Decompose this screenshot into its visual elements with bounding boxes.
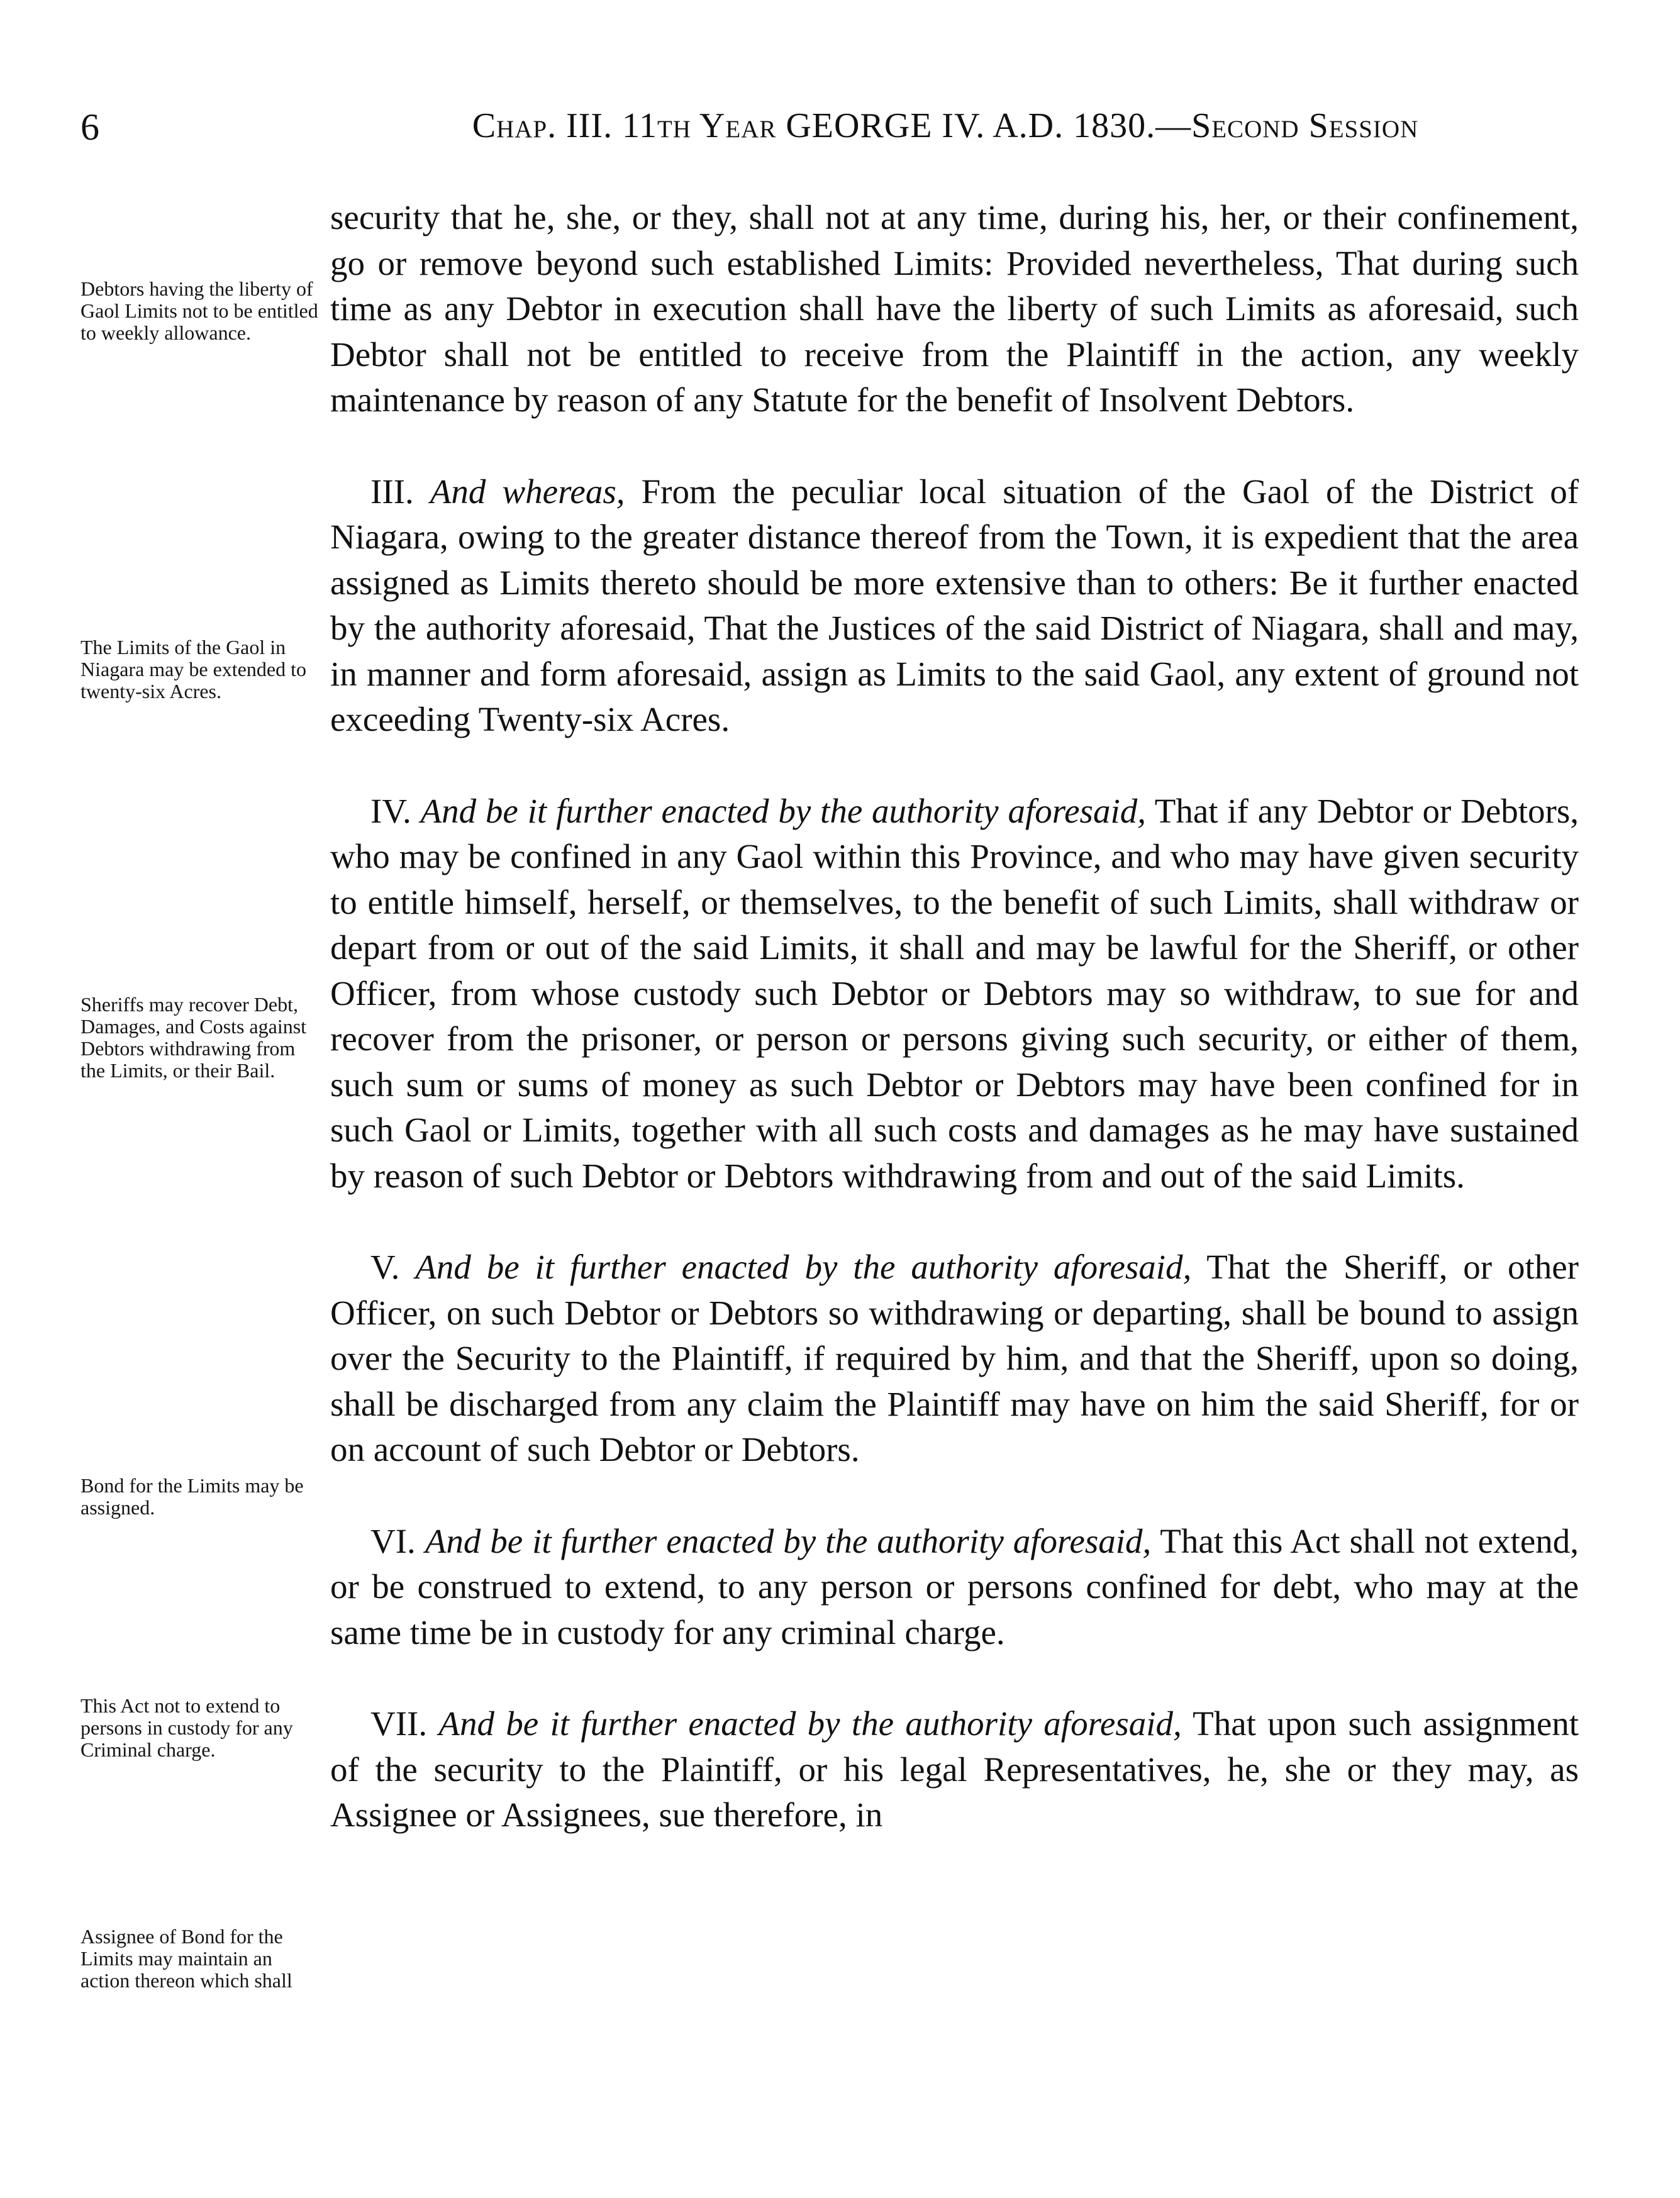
running-head: Chap. III. 11th Year GEORGE IV. A.D. 1830.—Second Session (472, 106, 1419, 145)
section-iii-enactment: And whereas, (430, 472, 625, 511)
section-v (330, 1245, 1579, 1473)
section-continuation-body: security that he, she, or they, shall not at any time, during his, her, or their confinement, go or remove beyond such established Limits: Provided nevertheless, That during such time as any Debtor in execution shall have the liberty of such Limits as aforesaid, such Debtor shall not be entitled to receive from the Plaintiff in the action, any weekly maintenance by reason of any Statute for the benefit of Insolvent Debtors. (330, 198, 1579, 419)
section-vii (330, 1701, 1579, 1838)
section-iii-number: III. (370, 472, 414, 511)
section-iii (330, 469, 1579, 743)
section-vii-enactment: And be it further enacted by the authority aforesaid, (438, 1704, 1182, 1743)
section-iv-enactment: And be it further enacted by the authority aforesaid, (420, 791, 1146, 830)
section-iii-body: From the peculiar local situation of the Gaol of the District of Niagara, owing to the greater distance thereof from the Town, it is expedient that the area assigned as Limits thereto should be more extensive than to others: Be it further enacted by the authority aforesaid, That the Justices of the said District of Niagara, shall and may, in manner and form aforesaid, assign as Limits to the said Gaol, any extent of ground not exceeding Twenty-six Acres. (330, 472, 1579, 738)
margin-note-criminal-charge: This Act not to extend to persons in custody for any Criminal charge. (81, 1694, 293, 1761)
margin-note-weekly-allowance: Debtors having the liberty of Gaol Limits not to be entitled to weekly allowance. (81, 277, 318, 344)
section-iv-number: IV. (370, 791, 411, 830)
margin-note-niagara-limits: The Limits of the Gaol in Niagara may be extended to twenty-six Acres. (81, 636, 306, 702)
section-continuation (330, 195, 1579, 423)
section-vi-enactment: And be it further enacted by the authority aforesaid, (425, 1521, 1152, 1560)
section-vi-number: VI. (370, 1521, 416, 1560)
section-vi-body: That this Act shall not extend, or be construed to extend, to any person or persons confined for debt, who may at the same time be in custody for any criminal charge. (330, 1521, 1579, 1651)
main-text-column (330, 195, 1579, 1838)
margin-note-sheriff-recovery: Sheriffs may recover Debt, Damages, and Costs against Debtors withdrawing from the Limits, or their Bail. (81, 993, 307, 1082)
page-header (81, 106, 1552, 162)
margin-note-assignee-action: Assignee of Bond for the Limits may maintain an action thereon which shall (81, 1925, 292, 1992)
section-v-body: That the Sheriff, or other Officer, on such Debtor or Debtors so withdrawing or departing, shall be bound to assign over the Security to the Plaintiff, if required by him, and that the Sheriff, upon so doing, shall be discharged from any claim the Plaintiff may have on him the said Sheriff, for or on account of such Debtor or Debtors. (330, 1248, 1579, 1468)
section-v-enactment: And be it further enacted by the authority aforesaid, (415, 1248, 1192, 1286)
section-iv-body: That if any Debtor or Debtors, who may be confined in any Gaol within this Province, and who may have given security to entitle himself, herself, or themselves, to the benefit of such Limits, shall withdraw or depart from or out of the said Limits, it shall and may be lawful for the Sheriff, or other Officer, from whose custody such Debtor or Debtors may so withdraw, to sue for and recover from the prisoner, or person or persons giving such security, or either of them, such sum or sums of money as such Debtor or Debtors may have been confined for in such Gaol or Limits, together with all such costs and damages as he may have sustained by reason of such Debtor or Debtors withdrawing from and out of the said Limits. (330, 791, 1579, 1195)
margin-note-bond-assigned: Bond for the Limits may be assigned. (81, 1474, 304, 1519)
page-number: 6 (81, 106, 99, 148)
section-vii-body: That upon such assignment of the security to the Plaintiff, or his legal Representatives, he, she or they may, as Assignee or Assignees, sue therefore, in (330, 1704, 1579, 1834)
section-v-number: V. (370, 1248, 400, 1286)
section-vii-number: VII. (370, 1704, 428, 1743)
section-vi (330, 1519, 1579, 1656)
section-iv (330, 789, 1579, 1199)
